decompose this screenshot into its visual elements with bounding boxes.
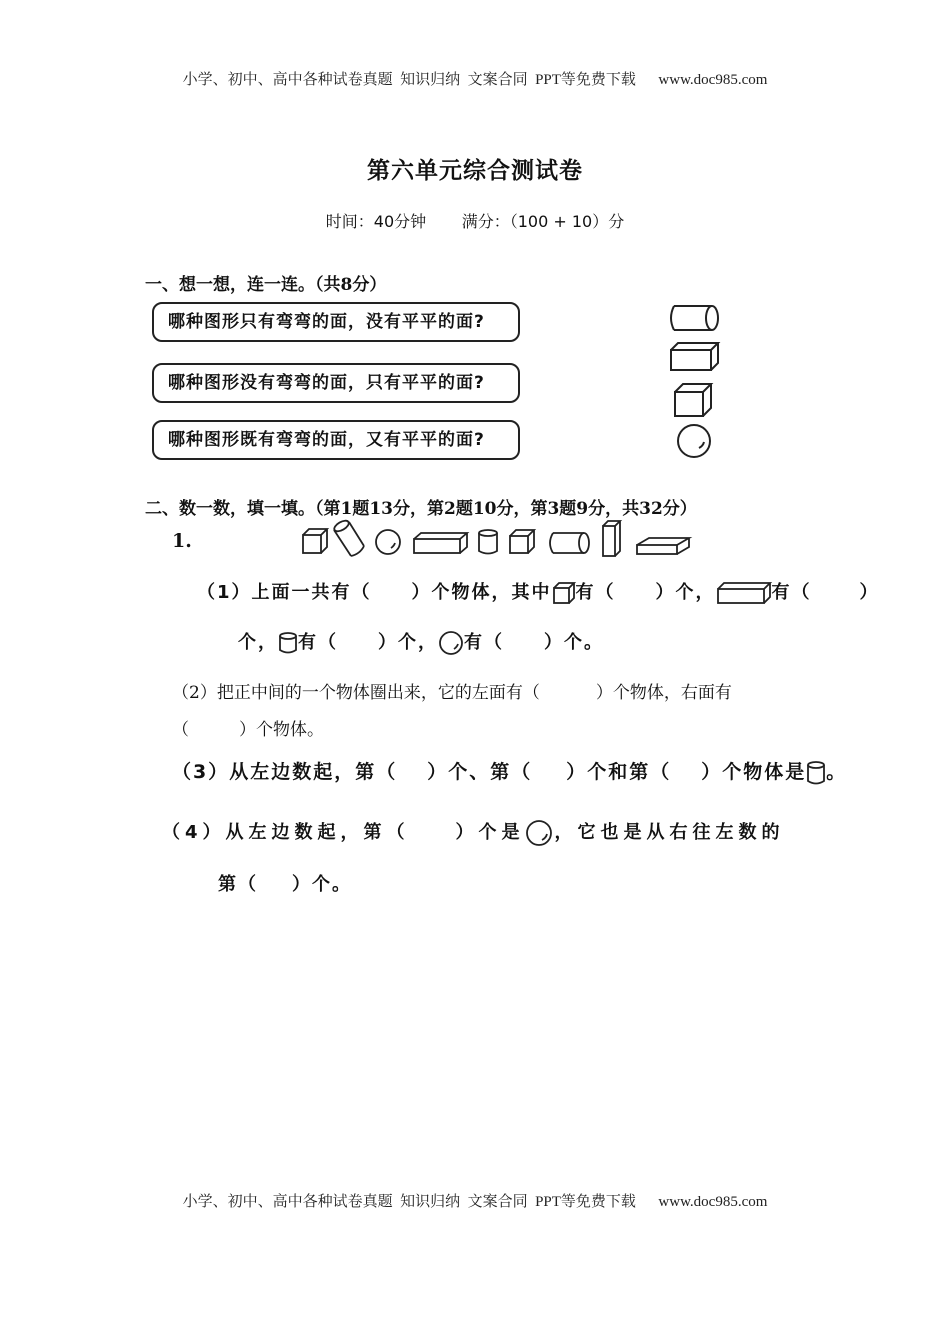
q1-part1-text-e: 有（	[771, 582, 812, 603]
q1-part1-line2	[238, 628, 604, 656]
q1-part4-line1	[162, 818, 785, 847]
q1-part1-text-a: （1）上面一共有（	[197, 582, 372, 603]
exam-info: 时间：40分钟 满分：（100 + 10）分	[325, 212, 625, 231]
q1-part4-line2	[218, 870, 352, 896]
row-shape-4-cuboid-long-icon	[414, 533, 467, 553]
q1-part3-text-a: （3）从左边数起，第（	[172, 761, 398, 783]
q1-part2-text-b: ）个物体，右面有	[595, 683, 732, 703]
section1-question-1: 哪种图形只有弯弯的面，没有平平的面?	[152, 302, 520, 342]
row-shape-9-cuboid-flat-icon	[637, 538, 689, 554]
row-shape-6-cube-icon	[510, 530, 534, 553]
q1-part4-text-c: ，它也是从右往左数的	[554, 822, 785, 843]
q1-part1-line1	[197, 578, 880, 605]
q1-part4-text-d: 第（	[218, 874, 258, 895]
q1-part3-line	[172, 757, 847, 786]
q1-part1-text-b: ）个物体，其中	[411, 582, 552, 603]
row-shape-1-cube-icon	[303, 529, 327, 553]
q1-part2-line1	[172, 678, 732, 703]
q1-part2-text-a: （2）把正中间的一个物体圈出来，它的左面有（	[172, 683, 540, 703]
cube-icon	[552, 581, 576, 605]
q1-part1-text-c: 有（	[575, 582, 616, 603]
q1-part1-text-d: ）个，	[655, 582, 716, 603]
sphere-icon	[678, 425, 710, 457]
cylinder-icon	[278, 631, 298, 655]
q1-part2-text-c: （	[172, 720, 189, 740]
cuboid-icon	[716, 581, 772, 605]
page-title: 第六单元综合测试卷	[367, 157, 583, 184]
cuboid-icon	[671, 343, 718, 370]
question-1-number: 1.	[172, 530, 192, 552]
page-header: 小学、初中、高中各种试卷真题 知识归纳 文案合同 PPT等免费下载 www.doc985.com	[182, 72, 768, 88]
q1-part2-text-d: ）个物体。	[239, 720, 324, 740]
q1-part2-line2	[172, 715, 324, 740]
q1-part1-text-j: 有（	[464, 632, 504, 653]
sphere-icon	[438, 630, 464, 656]
q1-part4-text-b: ）个是	[455, 822, 525, 843]
q1-part3-text-d: ）个物体是	[701, 761, 807, 783]
row-shape-5-cylinder-upright-icon	[479, 530, 497, 554]
q1-part3-text-e: 。	[826, 761, 848, 783]
cube-icon	[675, 384, 711, 416]
section1-heading: 一、想一想，连一连。（共8分）	[145, 275, 387, 295]
page-footer: 小学、初中、高中各种试卷真题 知识归纳 文案合同 PPT等免费下载 www.doc985.com	[182, 1194, 768, 1210]
q1-part4-text-a: （4）从左边数起，第（	[162, 822, 410, 843]
q1-part1-text-h: 有（	[298, 632, 338, 653]
q1-part4-text-e: ）个。	[292, 874, 352, 895]
section1-question-3: 哪种图形既有弯弯的面，又有平平的面?	[152, 420, 520, 460]
cylinder-lying-icon	[671, 306, 718, 330]
q1-part1-text-g: 个，	[238, 632, 278, 653]
row-shape-8-cuboid-tall-icon	[603, 521, 620, 556]
shape-row	[300, 518, 695, 560]
row-shape-2-cylinder-tilted-icon	[333, 519, 364, 556]
section1-question-2: 哪种图形没有弯弯的面，只有平平的面?	[152, 363, 520, 403]
cylinder-icon	[806, 760, 826, 786]
q1-part1-text-f: ）	[859, 582, 880, 603]
q1-part1-text-i: ）个，	[378, 632, 438, 653]
section1-shapes	[666, 301, 726, 466]
sphere-icon	[525, 819, 555, 847]
q1-part1-text-k: ）个。	[544, 632, 604, 653]
q1-part3-text-b: ）个、第（	[427, 761, 533, 783]
section2-heading: 二、数一数，填一填。（第1题13分，第2题10分，第3题9分，共32分）	[145, 499, 697, 519]
row-shape-7-cylinder-lying-icon	[550, 533, 589, 553]
q1-part3-text-c: ）个和第（	[566, 761, 672, 783]
row-shape-3-sphere-icon	[376, 530, 400, 554]
